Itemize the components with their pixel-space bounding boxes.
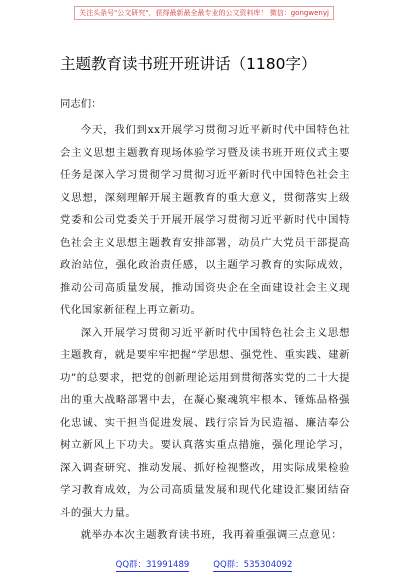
paragraph-2: 深入开展学习贯彻习近平新时代中国特色社会主义思想主题教育，就是要牢牢把握“学思想、强党性、重实践、建新功”的总要求，把党的创新理论运用到贯彻落实党的二十大提出的重大战略部署中去，在凝心聚魂筑牢根本、锤炼品格强化忠诚、实干担当促进发展、践行宗旨为民造福、廉洁奉公树立新风上下功夫。要认真落实重点措施，强化理论学习，深入调查研究、推动发展、抓好检视整改，用实际成果检验学习教育成效，为公司高质量发展和现代化建设汇聚团结奋斗的强大力量。 [60,326,350,519]
document-title: 主题教育读书班开班讲话（1180字） [60,55,317,73]
header-area [0,6,408,20]
document-body [60,119,350,547]
paragraph-1: 今天，我们到xx开展学习贯彻习近平新时代中国特色社会主义思想主题教育现场体验学习暨及读书班开班仪式主要任务是深入学习贯彻学习贯彻习近平新时代中国特色社会主义思想，深刻理解开展主题教育的重大意义，贯彻落实上级党委和公司党委关于开展开展学习贯彻习近平新时代中国特色社会主义思想主题教育安排部署，动员广大党员干部提高政治站位，强化政治责任感，以主题学习教育的实际成效，推动公司高质量发展，推动国资央企在全面建设社会主义现代化国家新征程上再立新功。 [60,124,350,316]
qq-group-link-2[interactable]: QQ群：535304092 [213,560,293,570]
salutation: 同志们： [60,98,102,110]
footer-contacts [0,559,408,572]
promo-banner: 关注头条号"公文研究"，获得最新最全最专业的公文资料库！ 微信：gongwenyj [74,6,334,20]
qq-group-link-1[interactable]: QQ群：31991489 [115,560,190,570]
paragraph-3: 就举办本次主题教育读书班，我再着重强调三点意见： [80,529,343,541]
